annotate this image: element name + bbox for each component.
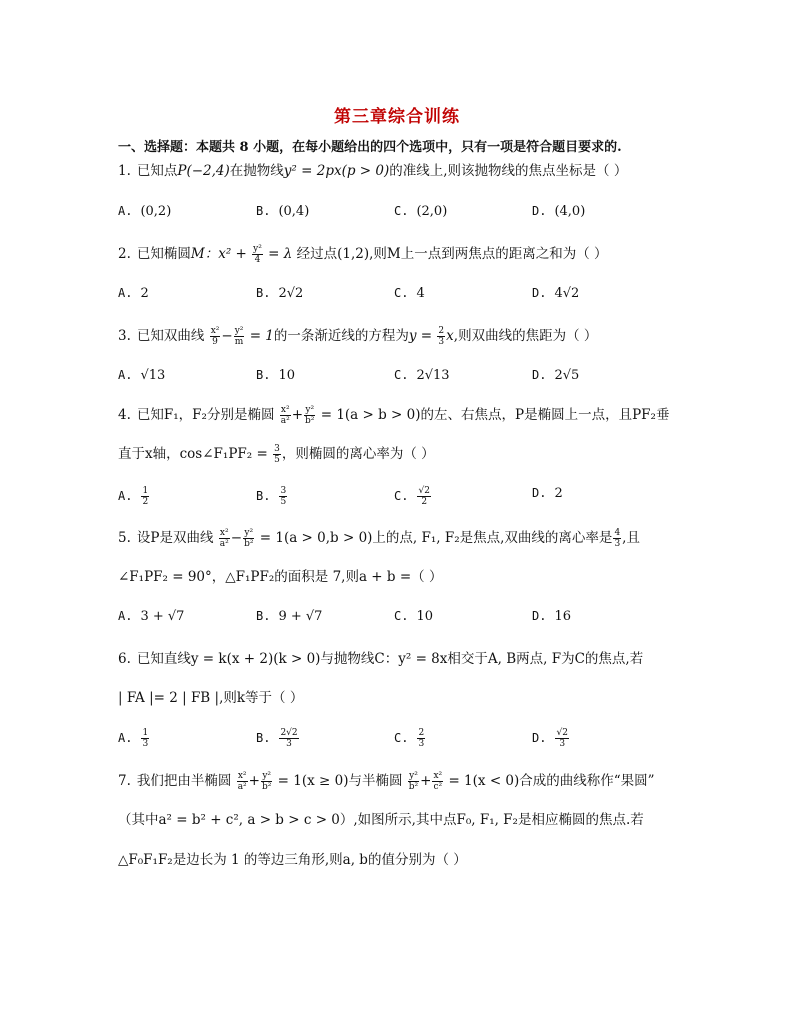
option-a[interactable]: A. $\frac{1}{2}$ — [118, 486, 149, 507]
question-number: 6. — [118, 651, 131, 667]
question-4-line-2: 直于x轴，cos∠F₁PF₂ = $\frac{3}{5}$ ，则椭圆的离心率为（ ） — [118, 444, 435, 465]
option-b[interactable]: B. 10 — [256, 368, 295, 383]
question-7-line-3: △F₀F₁F₂是边长为 1 的等边三角形,则a, b的值分别为（ ） — [118, 852, 467, 868]
option-c[interactable]: C. 2√13 — [394, 368, 450, 383]
question-4: 4. 已知F₁，F₂分别是椭圆 $\frac{\text{x²}}{\text{a²}}$ + $\frac{\text{y²}}{\text{b²}}$ = 1(a > b > 0)的左、右焦点，P是椭圆上一点，且PF₂垂 — [118, 405, 670, 426]
question-3: 3. 已知双曲线 $\frac{\text{x²}}{9}$ − $\frac{\text{y²}}{m}$ = 1的一条渐近线的方程为y = $\frac{2}{3}$ x,则双曲线的焦距为（ ） — [118, 326, 598, 347]
question-6: 6. 已知直线y = k(x + 2)(k > 0)与抛物线C：y² = 8x相交于A, B两点, F为C的焦点,若 — [118, 651, 644, 667]
option-a[interactable]: A. 2 — [118, 286, 149, 301]
option-c[interactable]: C. $\frac{√2}{2}$ — [394, 486, 430, 507]
fraction: $\frac{\text{x²}}{\text{a²}}$ — [237, 771, 247, 792]
fraction: $\frac{2√2}{3}$ — [280, 728, 298, 749]
option-d[interactable]: D. $\frac{√2}{3}$ — [532, 728, 568, 749]
option-d[interactable]: D. (4,0) — [532, 204, 586, 219]
question-number: 4. — [118, 407, 131, 423]
option-b[interactable]: B. 9 + √7 — [256, 609, 323, 624]
question-number: 7. — [118, 773, 131, 789]
fraction: $\frac{\text{y²}}{\text{b²}}$ — [305, 405, 315, 426]
page-title: 第三章综合训练 — [334, 107, 460, 127]
question-1-options — [118, 204, 678, 226]
question-5-options — [118, 609, 678, 631]
question-number: 2. — [118, 246, 131, 262]
question-number: 3. — [118, 328, 131, 344]
question-5: 5. 设P是双曲线 $\frac{\text{x²}}{\text{a²}}$ − $\frac{\text{y²}}{\text{b²}}$ = 1(a > 0,b > 0)上的点, F₁, F₂是焦点,双曲线的离心率是 $\frac{4}{3}$ ,且 — [118, 528, 640, 549]
fraction: $\frac{1}{2}$ — [142, 486, 149, 507]
option-a[interactable]: A. 3 + √7 — [118, 609, 185, 624]
fraction: $\frac{2}{3}$ — [418, 728, 425, 749]
fraction: $\frac{\text{y²}}{m}$ — [234, 326, 244, 347]
fraction: $\frac{3}{5}$ — [280, 486, 287, 507]
question-3-options — [118, 368, 678, 390]
option-d[interactable]: D. 2 — [532, 486, 563, 501]
option-a[interactable]: A. $\frac{1}{3}$ — [118, 728, 149, 749]
question-number: 1. — [118, 163, 131, 179]
option-a[interactable]: A. (0,2) — [118, 204, 172, 219]
fraction: $\frac{\text{x²}}{9}$ — [210, 326, 220, 347]
fraction: $\frac{1}{3}$ — [142, 728, 149, 749]
question-4-options — [118, 486, 678, 508]
option-d[interactable]: D. 2√5 — [532, 368, 580, 383]
question-number: 5. — [118, 530, 131, 546]
option-a[interactable]: A. √13 — [118, 368, 166, 383]
fraction: $\frac{4}{3}$ — [614, 528, 621, 549]
fraction: $\frac{\text{y²}}{\text{b²}}$ — [261, 771, 272, 792]
option-d[interactable]: D. 16 — [532, 609, 571, 624]
question-6-options — [118, 728, 678, 750]
question-7: 7. 我们把由半椭圆 $\frac{\text{x²}}{\text{a²}}$ + $\frac{\text{y²}}{\text{b²}}$ = 1(x ≥ 0)与半椭圆 $\frac{\text{y²}}{\text{b²}}$ + $\frac{\text{x²}}{\text{c²}}$ = 1(x < 0)合成的曲线称作“果圆” — [118, 771, 655, 792]
fraction: $\frac{3}{5}$ — [274, 444, 280, 465]
fraction: $\frac{\text{y²}}{4}$ — [253, 244, 262, 265]
section-heading: 一、选择题：本题共 8 小题，在每小题给出的四个选项中，只有一项是符合题目要求的. — [118, 140, 622, 155]
question-1: 1. 已知点P(−2,4)在抛物线y² = 2px(p > 0)的准线上,则该抛物线的焦点坐标是（ ） — [118, 163, 628, 179]
question-6-line-2: | FA |= 2 | FB |,则k等于（ ） — [118, 690, 304, 706]
option-c[interactable]: C. 4 — [394, 286, 425, 301]
fraction: $\frac{2}{3}$ — [438, 326, 445, 347]
question-5-line-2: ∠F₁PF₂ = 90°，△F₁PF₂的面积是 7,则a + b =（ ） — [118, 569, 443, 585]
option-d[interactable]: D. 4√2 — [532, 286, 580, 301]
option-c[interactable]: C. $\frac{2}{3}$ — [394, 728, 425, 749]
option-b[interactable]: B. (0,4) — [256, 204, 310, 219]
fraction: $\frac{\text{x²}}{\text{c²}}$ — [433, 771, 443, 792]
fraction: $\frac{\text{y²}}{\text{b²}}$ — [244, 528, 254, 549]
option-b[interactable]: B. $\frac{2√2}{3}$ — [256, 728, 298, 749]
option-c[interactable]: C. (2,0) — [394, 204, 448, 219]
question-2: 2. 已知椭圆M：x² + $\frac{\text{y²}}{4}$ = λ 经过点(1,2),则M上一点到两焦点的距离之和为（ ） — [118, 244, 608, 265]
fraction: $\frac{\text{x²}}{\text{a²}}$ — [280, 405, 290, 426]
option-b[interactable]: B. $\frac{3}{5}$ — [256, 486, 287, 507]
question-2-options — [118, 286, 678, 308]
fraction: $\frac{√2}{3}$ — [556, 728, 568, 749]
option-b[interactable]: B. 2√2 — [256, 286, 304, 301]
fraction: $\frac{\text{x²}}{\text{a²}}$ — [219, 528, 229, 549]
question-7-line-2: （其中a² = b² + c², a > b > c > 0）,如图所示,其中点F₀, F₁, F₂是相应椭圆的焦点.若 — [118, 812, 644, 828]
option-c[interactable]: C. 10 — [394, 609, 433, 624]
fraction: $\frac{\text{y²}}{\text{b²}}$ — [408, 771, 419, 792]
fraction: $\frac{√2}{2}$ — [418, 486, 430, 507]
